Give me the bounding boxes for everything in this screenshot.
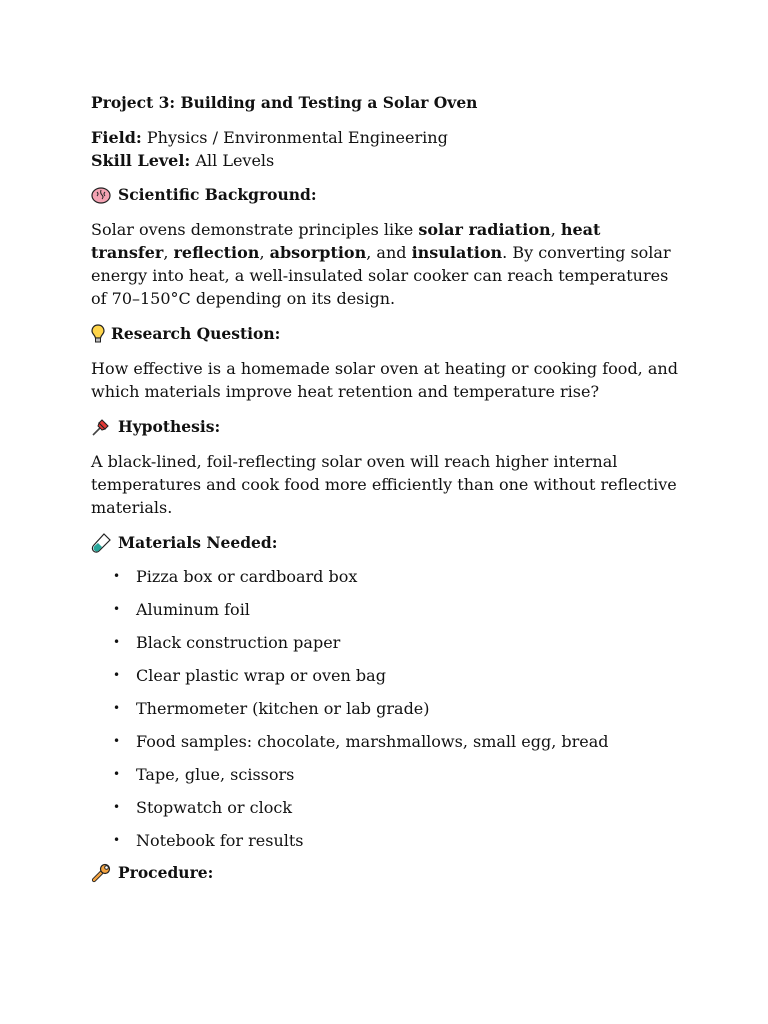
materials-heading-label: Materials Needed: <box>118 533 278 552</box>
list-item: • Notebook for results <box>91 829 681 862</box>
term-absorption: absorption <box>269 243 367 262</box>
list-item: • Tape, glue, scissors <box>91 763 681 796</box>
hypothesis-paragraph: A black-lined, foil-reflecting solar oven will reach higher internal temperatures and cook food more efficiently than one without reflective materials. <box>91 452 677 517</box>
lightbulb-icon <box>91 324 105 344</box>
list-item: • Thermometer (kitchen or lab grade) <box>91 697 681 730</box>
hypothesis-heading-label: Hypothesis: <box>118 417 221 436</box>
research-paragraph: How effective is a homemade solar oven at heating or cooking food, and which materials improve heat retention and temperature rise? <box>91 359 678 401</box>
document-page <box>91 92 681 884</box>
term-solar-radiation: solar radiation <box>418 220 551 239</box>
list-item: • Aluminum foil <box>91 598 681 631</box>
field-value: Physics / Environmental Engineering <box>146 128 448 147</box>
research-heading-label: Research Question: <box>111 324 281 343</box>
wrench-icon <box>91 863 111 883</box>
background-text-6: . By converting solar energy into heat, a well-insulated solar cooker can reach temperatures of 70–150°C depending on its design. <box>91 243 671 308</box>
list-item: • Pizza box or cardboard box <box>91 565 681 598</box>
project-title: Project 3: Building and Testing a Solar Oven <box>91 93 478 112</box>
materials-list <box>91 565 681 862</box>
test-tube-icon <box>91 533 111 553</box>
background-heading-label: Scientific Background: <box>118 185 317 204</box>
background-text-5: , and <box>366 243 412 262</box>
background-heading <box>91 184 681 206</box>
list-item: • Clear plastic wrap or oven bag <box>91 664 681 697</box>
field-line <box>91 126 681 149</box>
background-text-1: Solar ovens demonstrate principles like <box>91 220 419 239</box>
list-item: • Black construction paper <box>91 631 681 664</box>
background-text-4: , <box>259 243 270 262</box>
materials-heading <box>91 532 681 554</box>
background-paragraph <box>91 218 681 310</box>
procedure-heading <box>91 862 681 884</box>
skill-level-value: All Levels <box>195 151 275 170</box>
term-heat-transfer: heat transfer <box>91 220 601 262</box>
list-item: • Food samples: chocolate, marshmallows, small egg, bread <box>91 730 681 763</box>
pushpin-icon <box>91 417 111 437</box>
term-insulation: insulation <box>411 243 503 262</box>
skill-level-line <box>91 149 681 172</box>
skill-level-label: Skill Level: <box>91 151 191 170</box>
field-label: Field: <box>91 128 142 147</box>
brain-icon <box>91 185 111 205</box>
procedure-heading-label: Procedure: <box>118 863 214 882</box>
hypothesis-heading <box>91 416 681 438</box>
research-heading <box>91 323 681 345</box>
term-reflection: reflection <box>173 243 260 262</box>
background-text-2: , <box>550 220 561 239</box>
background-text-3: , <box>163 243 174 262</box>
list-item: • Stopwatch or clock <box>91 796 681 829</box>
